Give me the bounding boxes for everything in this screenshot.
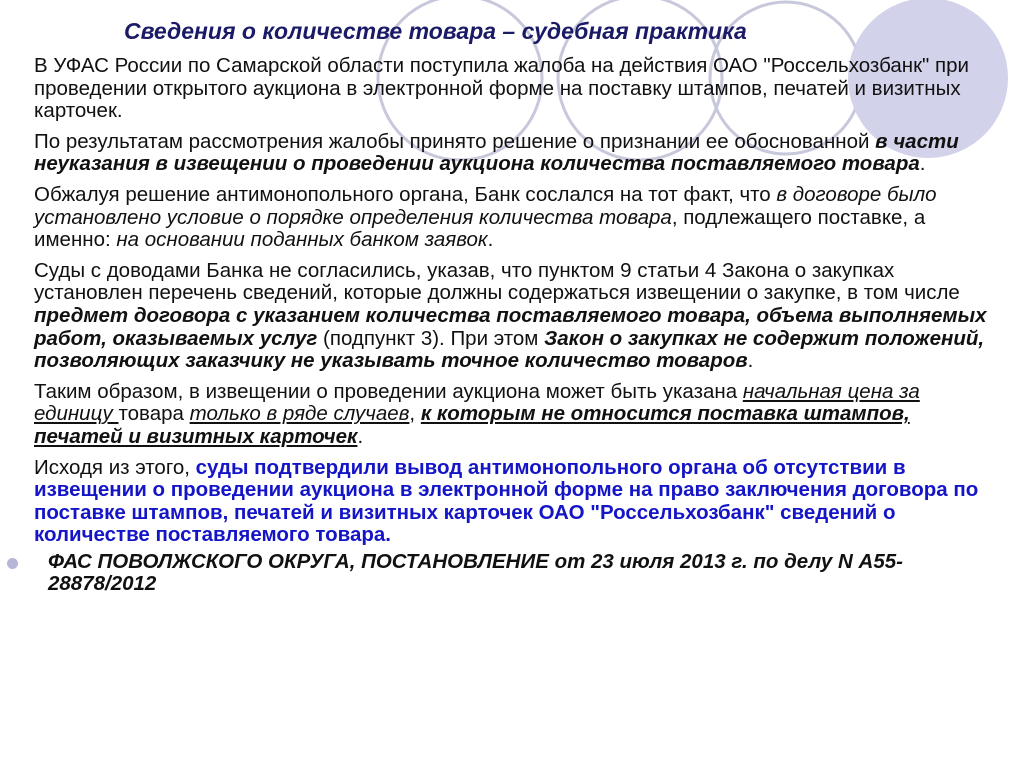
p4-emphasis-2: Закон о закупках не содержит положений, позволяющих заказчику не указывать точное количество товаров bbox=[34, 326, 985, 373]
p5-text-2: товара bbox=[118, 402, 190, 426]
slide-title: Сведения о количестве товара – судебная практика bbox=[124, 18, 747, 44]
bullet-icon bbox=[7, 558, 18, 569]
paragraph-decision bbox=[34, 131, 1004, 176]
p3-italic-1: в договоре было установлено условие о порядке определения количества товара bbox=[34, 182, 937, 229]
source-citation-text: ФАС ПОВОЛЖСКОГО ОКРУГА, ПОСТАНОВЛЕНИЕ от 23 июля 2013 г. по делу N А55-28878/2012 bbox=[48, 549, 903, 596]
paragraph-conclusion bbox=[34, 381, 1004, 449]
p4-text-2: (подпункт 3). При этом bbox=[317, 326, 545, 350]
p5-text-3: , bbox=[409, 402, 421, 426]
p3-text-1: Обжалуя решение антимонопольного органа, Банк сослался на тот факт, что bbox=[34, 182, 777, 206]
p4-text-1: Суды с доводами Банка не согласились, указав, что пунктом 9 статьи 4 Закона о закупках установлен перечень сведений, которые должны содержаться извещении о закупке, в том числе bbox=[34, 258, 960, 305]
p4-text-3: . bbox=[747, 349, 754, 373]
source-citation bbox=[34, 551, 1004, 596]
p2-emphasis: в части неуказания в извещении о проведении аукциона количества поставляемого товара bbox=[34, 129, 959, 176]
p6-highlight: суды подтвердили вывод антимонопольного органа об отсутствии в извещении о проведении аукциона в электронной форме на право заключения договора по поставке штампов, печатей и визитных карточек ОАО "Россельхозбанк" сведений о количестве поставляемого товара. bbox=[34, 455, 979, 547]
p4-emphasis-1: предмет договора с указанием количества поставляемого товара, объема выполняемых работ, оказываемых услуг bbox=[34, 303, 987, 350]
p3-italic-2: на основании поданных банком заявок bbox=[116, 228, 488, 252]
p2-text-1: По результатам рассмотрения жалобы принято решение о признании ее обоснованной bbox=[34, 129, 876, 153]
paragraph-appeal bbox=[34, 184, 1004, 252]
p2-text-2: . bbox=[919, 152, 926, 176]
p5-text-1: Таким образом, в извещении о проведении аукциона может быть указана bbox=[34, 379, 743, 403]
p5-underline-emphasis: к которым не относится поставка штампов, печатей и визитных карточек bbox=[34, 402, 910, 448]
slide-body bbox=[34, 55, 1004, 596]
p5-underline-2: только в ряде случаев bbox=[189, 402, 410, 426]
p3-text-3: . bbox=[487, 228, 494, 252]
paragraph-court-reasoning bbox=[34, 260, 1004, 373]
p3-text-2: , подлежащего поставке, а именно: bbox=[34, 205, 926, 252]
p5-text-4: . bbox=[357, 424, 364, 448]
p6-text-1: Исходя из этого, bbox=[34, 455, 196, 479]
p5-underline-1: начальная цена за единицу bbox=[34, 379, 920, 426]
p1-text: В УФАС России по Самарской области поступила жалоба на действия ОАО "Россельхозбанк" при проведении открытого аукциона в электронной форме на поставку штампов, печатей и визитных карточек. bbox=[34, 54, 969, 123]
paragraph-court-finding bbox=[34, 457, 1004, 547]
paragraph-complaint bbox=[34, 55, 1004, 123]
